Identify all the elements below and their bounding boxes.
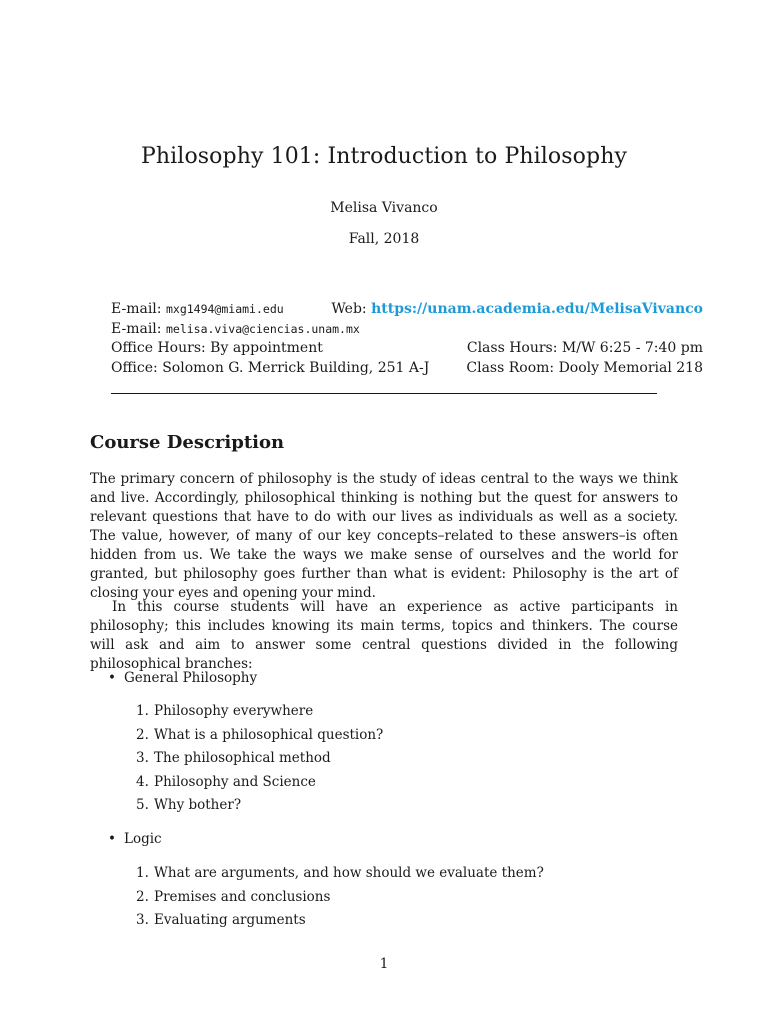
- list-text: Philosophy and Science: [154, 773, 316, 790]
- description-paragraph-1: The primary concern of philosophy is the study of ideas central to the ways we think and live. Accordingly, philosophical thinking is nothing but the quest for answers to relevant questions that have to do with our lives as individuals as well as a society. The value, however, of many of our key concepts–related to these answers–is often hidden from us. We take the ways we make sense of ourselves and the world for granted, but philosophy goes further than what is evident: Philosophy is the art of closing your eyes and opening your mind.: [90, 471, 678, 601]
- contact-info-right: [331, 300, 703, 378]
- author-name: Melisa Vivanco: [330, 200, 438, 216]
- list-number: 4.: [136, 773, 149, 790]
- page-number: 1: [379, 956, 389, 972]
- list-number: 1.: [136, 703, 149, 719]
- bullet-icon: •: [108, 831, 116, 847]
- web-link[interactable]: https://unam.academia.edu/MelisaVivanco: [371, 301, 703, 317]
- description-paragraph-2: In this course students will have an experience as active participants in philosophy; this includes knowing its main terms, topics and thinkers. The course will ask and aim to answer some central questions divided in the following philosophical branches:: [90, 599, 678, 672]
- spacer-row: [331, 320, 703, 340]
- list-number: 5.: [136, 797, 149, 814]
- list-text: What are arguments, and how should we evaluate them?: [154, 865, 544, 881]
- course-term: Fall, 2018: [348, 231, 420, 247]
- list-text: Philosophy everywhere: [154, 703, 314, 719]
- branch-label: General Philosophy: [124, 670, 258, 686]
- section-heading-course-description: Course Description: [90, 432, 285, 453]
- branch-label: Logic: [124, 831, 162, 847]
- list-number: 3.: [136, 912, 149, 929]
- class-room: Class Room: Dooly Memorial 218: [466, 359, 703, 376]
- list-number: 3.: [136, 750, 149, 767]
- web-label: Web:: [331, 301, 372, 317]
- list-number: 2.: [136, 888, 149, 905]
- header-divider: [111, 393, 657, 394]
- list-text: Premises and conclusions: [154, 888, 331, 905]
- list-text: Why bother?: [154, 797, 242, 814]
- email-address-2[interactable]: melisa.viva@ciencias.unam.mx: [165, 321, 360, 336]
- office-location: Office: Solomon G. Merrick Building, 251 A-J: [111, 359, 430, 376]
- list-text: What is a philosophical question?: [154, 726, 384, 743]
- list-number: 2.: [136, 726, 149, 743]
- office-hours: Office Hours: By appointment: [111, 340, 323, 356]
- list-text: The philosophical method: [154, 750, 331, 767]
- list-text: Evaluating arguments: [154, 912, 306, 929]
- email-address-1[interactable]: mxg1494@miami.edu: [165, 302, 284, 316]
- web-row: [331, 300, 703, 320]
- document-title: Philosophy 101: Introduction to Philosophy: [141, 144, 627, 169]
- list-number: 1.: [136, 865, 149, 881]
- class-hours: Class Hours: M/W 6:25 - 7:40 pm: [466, 340, 703, 356]
- email-label: E-mail:: [111, 320, 166, 337]
- bullet-icon: •: [108, 670, 116, 686]
- email-label: E-mail:: [111, 301, 166, 317]
